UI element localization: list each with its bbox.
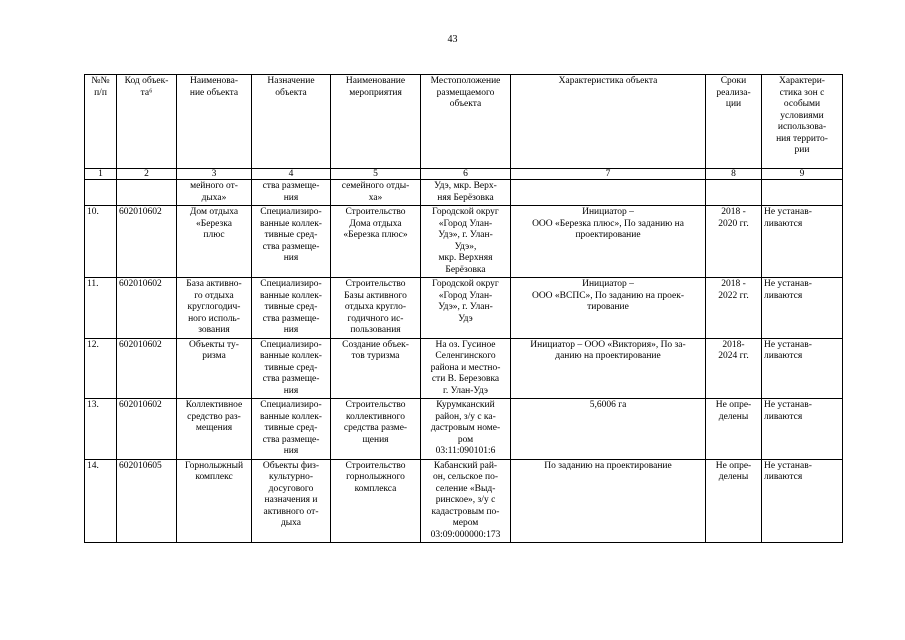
row-number-cell: 14. — [85, 459, 117, 543]
object-purpose-cell: Специализиро- ванные коллек- тивные сред- ства размеще- ния — [252, 399, 331, 460]
row-number-cell: 13. — [85, 399, 117, 460]
location-cell: Курумканский район, з/у с ка- дастровым номе- ром 03:11:090101:6 — [421, 399, 511, 460]
object-name-cell: База активно- го отдыха круглогодич- ного исполь- зования — [177, 278, 252, 339]
location-cell: Городской округ «Город Улан- Удэ», г. Улан- Удэ — [421, 278, 511, 339]
column-number: 2 — [117, 169, 177, 180]
header-cell: Назначение объекта — [252, 75, 331, 169]
row-number-cell — [85, 180, 117, 206]
object-purpose-cell: Специализиро- ванные коллек- тивные сред- ства размеще- ния — [252, 206, 331, 278]
location-cell: Удэ, мкр. Верх- няя Берёзовка — [421, 180, 511, 206]
object-code-cell — [117, 180, 177, 206]
object-name-cell: Объекты ту- ризма — [177, 338, 252, 399]
characteristic-cell: По заданию на проектирование — [511, 459, 706, 543]
object-code-cell: 602010605 — [117, 459, 177, 543]
zone-cell — [762, 180, 843, 206]
measure-name-cell: Строительство Базы активного отдыха кругло- годичного ис- пользования — [331, 278, 421, 339]
column-number: 5 — [331, 169, 421, 180]
header-cell: Наименование мероприятия — [331, 75, 421, 169]
header-row — [85, 75, 843, 169]
table-row — [85, 459, 843, 543]
object-code-cell: 602010602 — [117, 338, 177, 399]
row-number-cell: 10. — [85, 206, 117, 278]
row-number-cell: 12. — [85, 338, 117, 399]
term-cell: Не опре- делены — [706, 459, 762, 543]
object-purpose-cell: Специализиро- ванные коллек- тивные сред- ства размеще- ния — [252, 338, 331, 399]
object-name-cell: Дом отдыха «Березка плюс — [177, 206, 252, 278]
header-cell: Характеристика объекта — [511, 75, 706, 169]
measure-name-cell: Строительство горнолыжного комплекса — [331, 459, 421, 543]
column-number: 9 — [762, 169, 843, 180]
header-cell: №№ п/п — [85, 75, 117, 169]
column-number: 1 — [85, 169, 117, 180]
table-row — [85, 206, 843, 278]
characteristic-cell: Инициатор – ООО «ВСПС», По заданию на проек- тирование — [511, 278, 706, 339]
location-cell: Городской округ «Город Улан- Удэ», г. Улан- Удэ», мкр. Верхняя Берёзовка — [421, 206, 511, 278]
term-cell: 2018 - 2020 гг. — [706, 206, 762, 278]
measure-name-cell: семейного отды- ха» — [331, 180, 421, 206]
planned-objects-table — [84, 74, 843, 543]
header-cell: Местоположение размещаемого объекта — [421, 75, 511, 169]
characteristic-cell: Инициатор – ООО «Виктория», По за- данию на проектирование — [511, 338, 706, 399]
term-cell: 2018 - 2022 гг. — [706, 278, 762, 339]
measure-name-cell: Строительство Дома отдыха «Березка плюс» — [331, 206, 421, 278]
object-name-cell: Коллективное средство раз- мещения — [177, 399, 252, 460]
object-purpose-cell: Объекты физ- культурно- досугового назначения и активного от- дыха — [252, 459, 331, 543]
header-cell: Наименова- ние объекта — [177, 75, 252, 169]
characteristic-cell: 5,6006 га — [511, 399, 706, 460]
term-cell — [706, 180, 762, 206]
zone-cell: Не устанав- ливаются — [762, 459, 843, 543]
table-row — [85, 278, 843, 339]
measure-name-cell: Строительство коллективного средства разме- щения — [331, 399, 421, 460]
header-cell: Сроки реализа- ции — [706, 75, 762, 169]
zone-cell: Не устанав- ливаются — [762, 399, 843, 460]
header-cell: Характери- стика зон с особыми условиями использова- ния террито- рии — [762, 75, 843, 169]
zone-cell: Не устанав- ливаются — [762, 278, 843, 339]
row-number-cell: 11. — [85, 278, 117, 339]
page-number: 43 — [447, 34, 458, 45]
term-cell: 2018- 2024 гг. — [706, 338, 762, 399]
object-code-cell: 602010602 — [117, 399, 177, 460]
object-purpose-cell: ства размеще- ния — [252, 180, 331, 206]
column-number: 4 — [252, 169, 331, 180]
column-number-row — [85, 169, 843, 180]
object-code-cell: 602010602 — [117, 206, 177, 278]
location-cell: На оз. Гусиное Селенгинского района и местно- сти В. Березовка г. Улан-Удэ — [421, 338, 511, 399]
table-row — [85, 399, 843, 460]
column-number: 6 — [421, 169, 511, 180]
column-number: 8 — [706, 169, 762, 180]
object-purpose-cell: Специализиро- ванные коллек- тивные сред- ства размеще- ния — [252, 278, 331, 339]
term-cell: Не опре- делены — [706, 399, 762, 460]
location-cell: Кабанский рай- он, сельское по- селение «Выд- ринское», з/у с кадастровым по- мером 03:09:000000:173 — [421, 459, 511, 543]
zone-cell: Не устанав- ливаются — [762, 338, 843, 399]
column-number: 7 — [511, 169, 706, 180]
object-name-cell: Горнолыжный комплекс — [177, 459, 252, 543]
characteristic-cell — [511, 180, 706, 206]
header-cell: Код объек- та⁶ — [117, 75, 177, 169]
characteristic-cell: Инициатор – ООО «Березка плюс», По заданию на проектирование — [511, 206, 706, 278]
column-number: 3 — [177, 169, 252, 180]
measure-name-cell: Создание объек- тов туризма — [331, 338, 421, 399]
zone-cell: Не устанав- ливаются — [762, 206, 843, 278]
object-name-cell: мейного от- дыха» — [177, 180, 252, 206]
table-row — [85, 180, 843, 206]
table-row — [85, 338, 843, 399]
object-code-cell: 602010602 — [117, 278, 177, 339]
